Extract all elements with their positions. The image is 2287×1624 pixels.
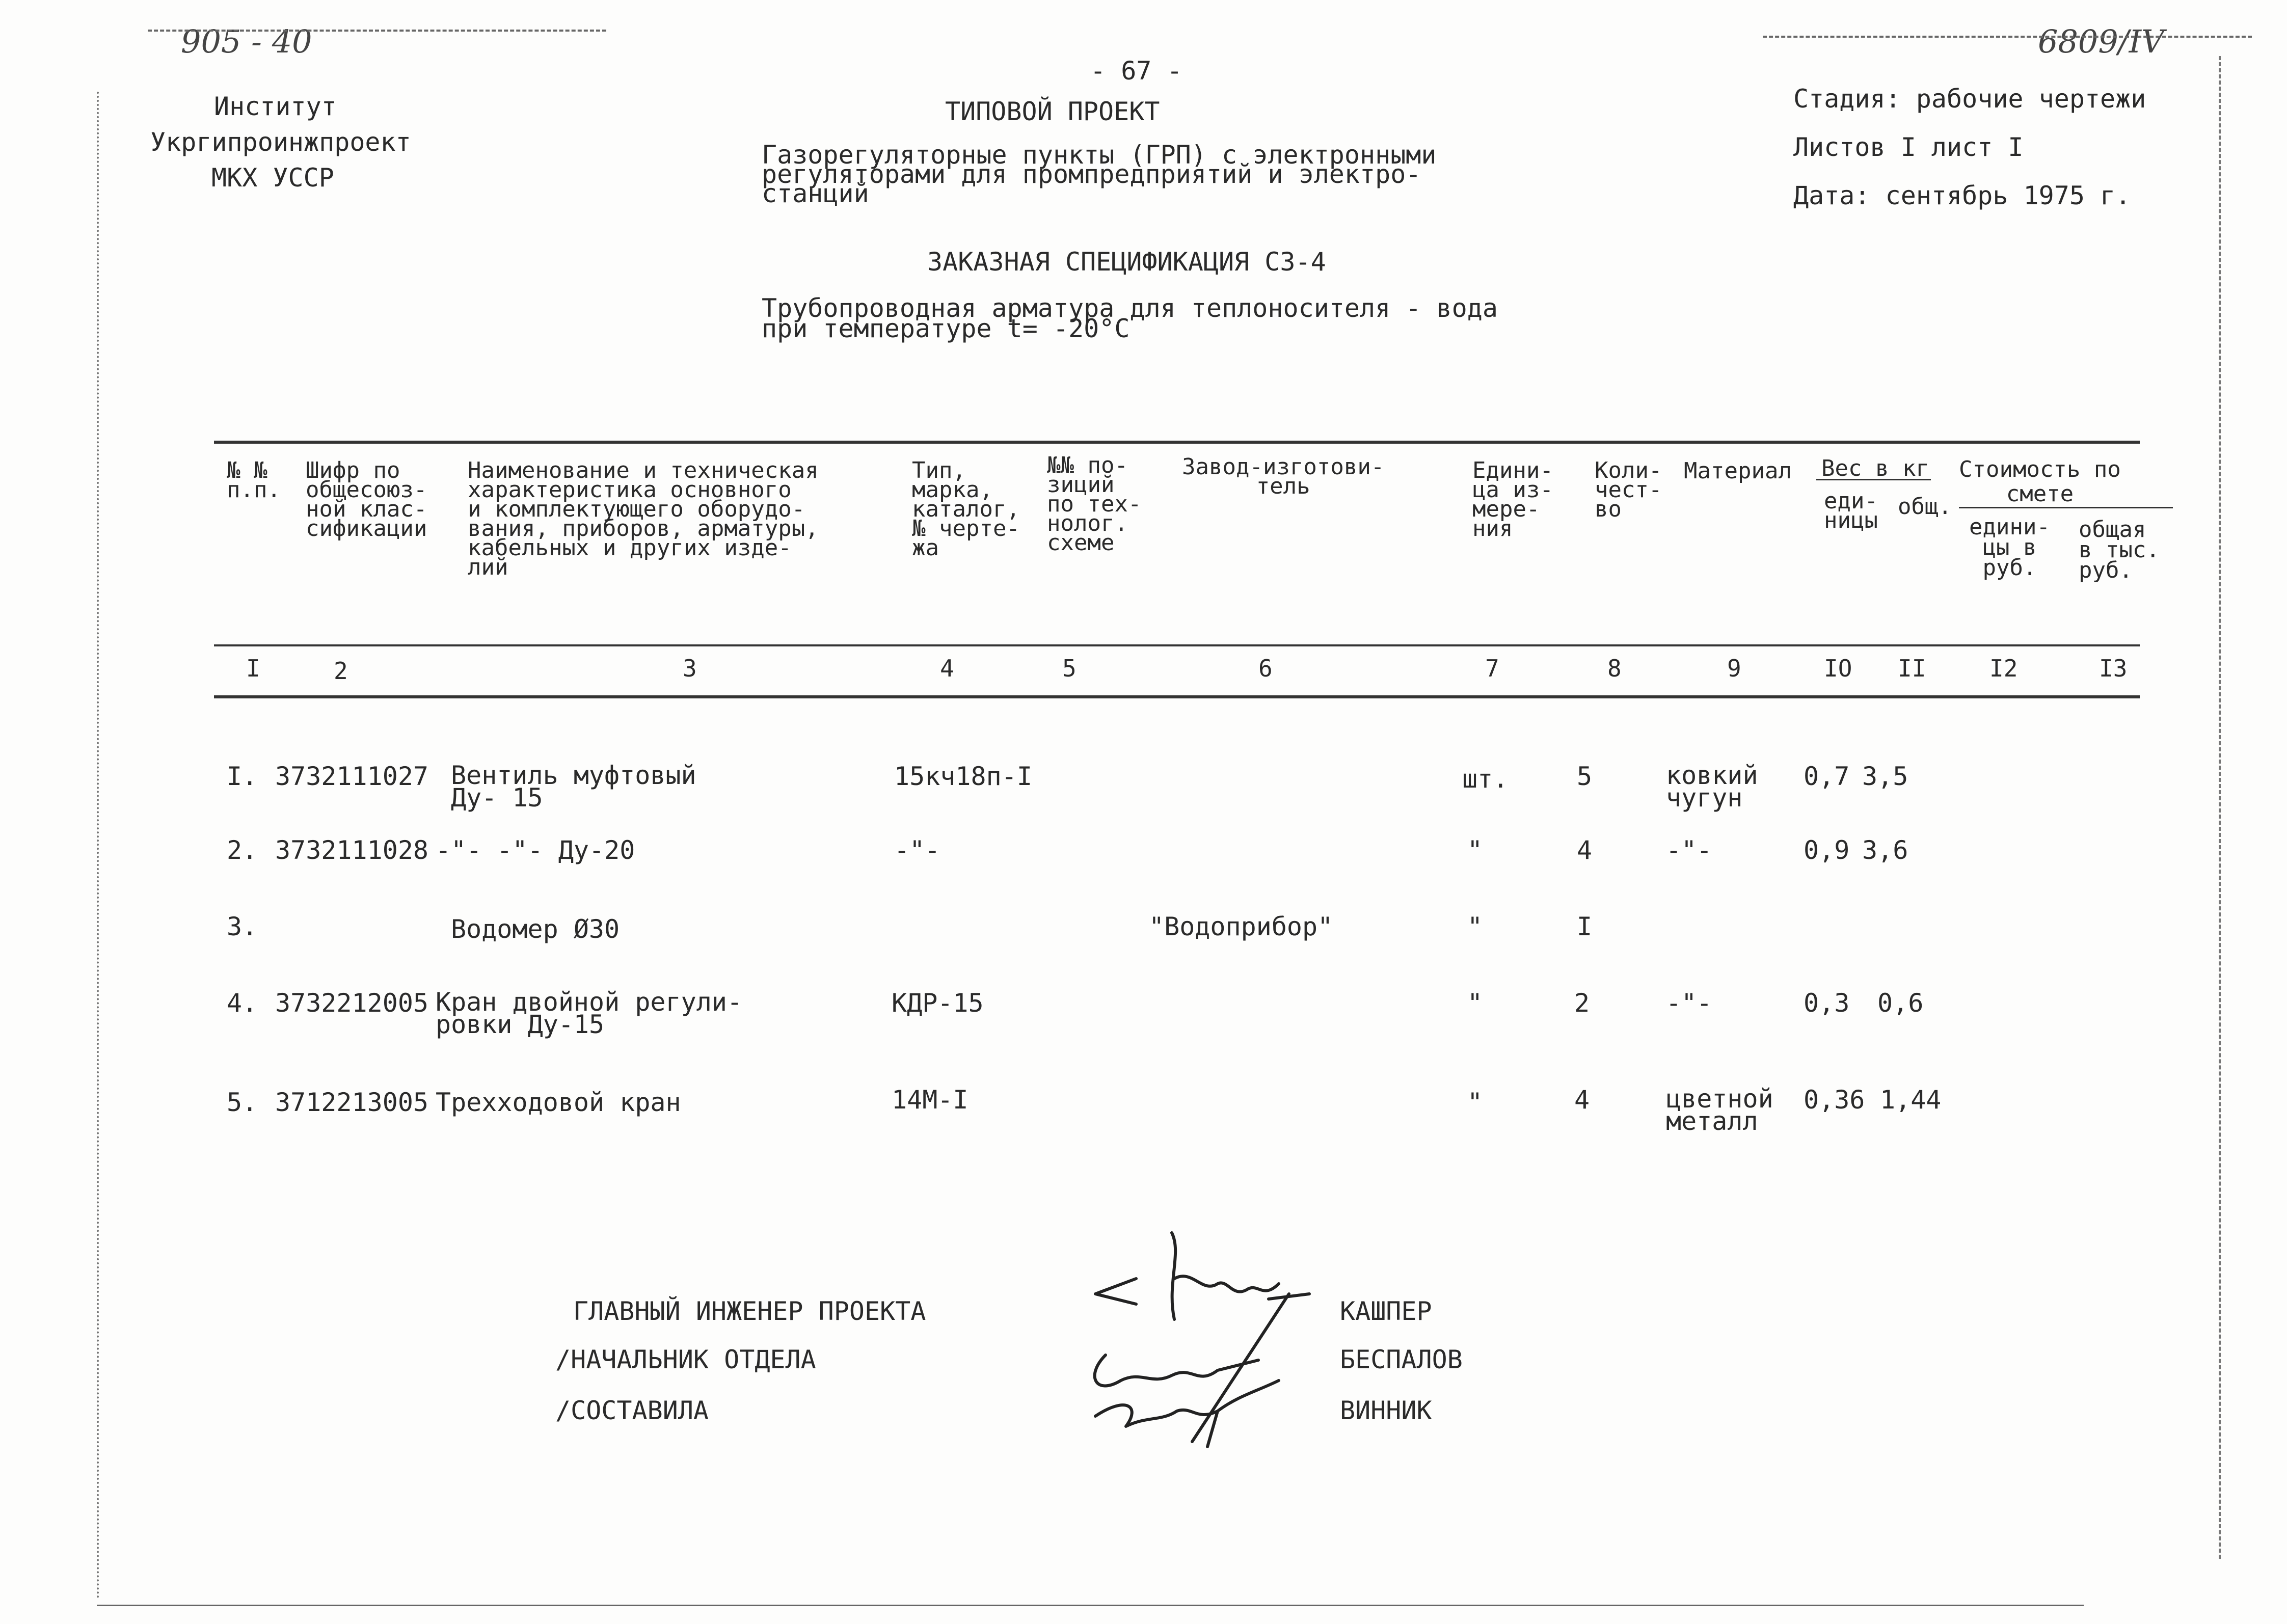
row-4-unit: " bbox=[1467, 988, 1483, 1018]
row-3-maker: "Водоприбор" bbox=[1149, 912, 1333, 941]
sheets-info: Листов I лист I bbox=[1793, 132, 2024, 162]
spec-title: ЗАКАЗНАЯ СПЕЦИФИКАЦИЯ СЗ-4 bbox=[927, 247, 1326, 277]
header-weight-group: Вес в кг bbox=[1821, 455, 1929, 481]
row-3-num: 3. bbox=[227, 912, 258, 941]
row-5-weight-total: 1,44 bbox=[1880, 1085, 1942, 1115]
header-col-1: № № п.п. bbox=[227, 457, 281, 503]
column-number-4: 4 bbox=[940, 655, 954, 682]
column-number-12: I2 bbox=[1989, 655, 2018, 682]
institute-line-2: Укргипроинжпроект bbox=[150, 127, 411, 157]
row-2-num: 2. bbox=[227, 835, 258, 865]
column-number-11: II bbox=[1898, 655, 1926, 682]
left-border-line bbox=[97, 92, 99, 1600]
row-2-code: 3732111028 bbox=[275, 835, 429, 865]
row-1-unit: шт. bbox=[1462, 764, 1509, 794]
column-number-13: I3 bbox=[2099, 655, 2128, 682]
table-column-number-separator bbox=[214, 695, 2140, 698]
header-col-2: Шифр по общесоюз- ной клас- сификации bbox=[306, 457, 427, 542]
handwritten-signatures bbox=[1065, 1223, 1330, 1457]
signature-name-3: ВИННИК bbox=[1340, 1396, 1432, 1425]
column-number-2: 2 bbox=[334, 657, 348, 685]
row-1-weight-unit: 0,7 bbox=[1804, 762, 1850, 791]
row-5-code: 3712213005 bbox=[275, 1088, 429, 1117]
row-4-weight-total: 0,6 bbox=[1877, 988, 1924, 1018]
column-number-5: 5 bbox=[1062, 655, 1077, 682]
row-5-name: Трехходовой кран bbox=[436, 1088, 681, 1117]
right-border-line bbox=[2219, 56, 2221, 1559]
row-2-type: -"- bbox=[894, 835, 940, 865]
row-4-type: КДР-15 bbox=[892, 988, 984, 1018]
project-type: ТИПОВОЙ ПРОЕКТ bbox=[945, 97, 1160, 126]
row-4-material: -"- bbox=[1666, 988, 1712, 1018]
row-5-weight-unit: 0,36 bbox=[1804, 1085, 1865, 1115]
header-weight-unit: еди- ницы bbox=[1824, 488, 1878, 533]
row-5-material: цветной металл bbox=[1666, 1084, 1773, 1136]
row-3-qty: I bbox=[1577, 912, 1593, 941]
row-1-type: 15кч18п-I bbox=[894, 762, 1032, 791]
table-header-separator bbox=[214, 644, 2140, 646]
signature-role-3: /СОСТАВИЛА bbox=[555, 1396, 709, 1425]
header-col-5: №№ по- зиций по тех- нолог. схеме bbox=[1047, 452, 1142, 556]
column-number-6: 6 bbox=[1258, 655, 1273, 682]
signature-role-1: ГЛАВНЫЙ ИНЖЕНЕР ПРОЕКТА bbox=[573, 1296, 926, 1326]
header-col-4: Тип, марка, каталог, № черте- жа bbox=[912, 457, 1020, 561]
institute-line-3: МКХ УССР bbox=[211, 163, 334, 193]
row-2-unit: " bbox=[1467, 835, 1483, 865]
row-5-type: 14М-I bbox=[892, 1085, 968, 1115]
header-col-8: Коли- чест- во bbox=[1595, 457, 1662, 522]
stage-info: Стадия: рабочие чертежи bbox=[1793, 84, 2146, 114]
row-3-name: Водомер Ø30 bbox=[451, 914, 620, 944]
cost-group-underline bbox=[1959, 507, 2173, 508]
top-border-dash-right bbox=[1763, 36, 2252, 38]
table-top-border bbox=[214, 441, 2140, 444]
header-col-6: Завод-изготови- тель bbox=[1182, 454, 1385, 499]
row-1-qty: 5 bbox=[1577, 762, 1593, 791]
date-info: Дата: сентябрь 1975 г. bbox=[1793, 181, 2131, 210]
signature-name-2: БЕСПАЛОВ bbox=[1340, 1345, 1463, 1374]
row-1-num: I. bbox=[227, 762, 258, 791]
bottom-border-line bbox=[97, 1605, 2084, 1606]
row-2-material: -"- bbox=[1666, 835, 1712, 865]
page-number: - 67 - bbox=[1090, 56, 1182, 86]
project-description: Газорегуляторные пункты (ГРП) с электронными регуляторами для промпредприятий и электро- станций bbox=[762, 140, 1437, 208]
header-col-9: Материал bbox=[1684, 458, 1792, 484]
row-1-code: 3732111027 bbox=[275, 762, 429, 791]
column-number-1: I bbox=[246, 655, 260, 682]
column-number-3: 3 bbox=[683, 655, 697, 682]
row-5-unit: " bbox=[1467, 1088, 1483, 1117]
column-number-7: 7 bbox=[1485, 655, 1499, 682]
header-col-3: Наименование и техническая характеристика основного и комплектующего оборудо- вания, приборов, арматуры, кабельных и других изде- лий bbox=[468, 457, 819, 580]
row-2-name: -"- -"- Ду-20 bbox=[436, 835, 635, 865]
header-cost-unit: едини- цы в руб. bbox=[1969, 514, 2050, 581]
document-code-right: 6809/IV bbox=[2038, 23, 2164, 60]
header-cost-group: Стоимость по смете bbox=[1959, 456, 2121, 507]
row-5-num: 5. bbox=[227, 1088, 258, 1117]
row-1-name: Вентиль муфтовый Ду- 15 bbox=[451, 761, 696, 813]
row-2-qty: 4 bbox=[1577, 835, 1593, 865]
header-cost-total: общая в тыс. руб. bbox=[2079, 517, 2160, 583]
signature-role-2: /НАЧАЛЬНИК ОТДЕЛА bbox=[555, 1345, 816, 1374]
column-number-8: 8 bbox=[1607, 655, 1622, 682]
header-col-7: Едини- ца из- мере- ния bbox=[1472, 457, 1553, 542]
column-number-9: 9 bbox=[1727, 655, 1741, 682]
row-1-material: ковкий чугун bbox=[1666, 761, 1758, 813]
row-4-qty: 2 bbox=[1574, 988, 1590, 1018]
row-4-code: 3732212005 bbox=[275, 988, 429, 1018]
column-number-10: IO bbox=[1824, 655, 1852, 682]
row-4-name: Кран двойной регули- ровки Ду-15 bbox=[436, 987, 743, 1039]
row-4-num: 4. bbox=[227, 988, 258, 1018]
top-border-dash bbox=[148, 30, 606, 32]
row-1-weight-total: 3,5 bbox=[1862, 762, 1908, 791]
row-4-weight-unit: 0,3 bbox=[1804, 988, 1850, 1018]
row-5-qty: 4 bbox=[1574, 1085, 1590, 1115]
institute-line-1: Институт bbox=[214, 92, 337, 121]
row-3-unit: " bbox=[1467, 912, 1483, 941]
spec-subtitle: Трубопроводная арматура для теплоносителя - вода при температуре t= -20°С bbox=[762, 293, 1498, 343]
document-code-left: 905 - 40 bbox=[181, 23, 312, 60]
row-2-weight-unit: 0,9 bbox=[1804, 835, 1850, 865]
signature-name-1: КАШПЕР bbox=[1340, 1296, 1432, 1326]
header-weight-total: общ. bbox=[1898, 494, 1952, 520]
row-2-weight-total: 3,6 bbox=[1862, 835, 1908, 865]
